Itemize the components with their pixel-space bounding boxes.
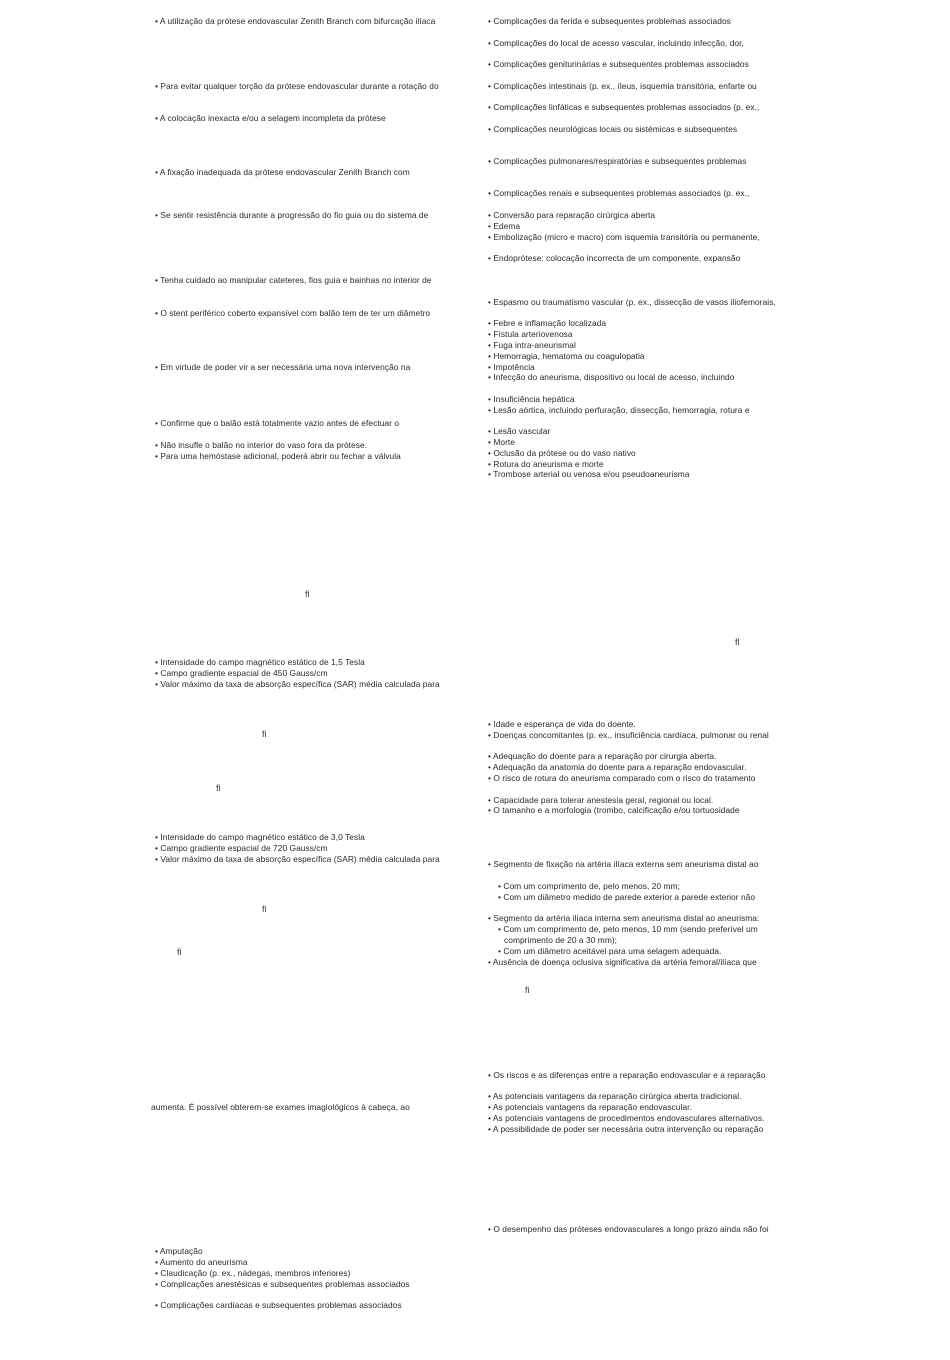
complication-item: • Complicações do local de acesso vascular, incluindo infecção, dor, xyxy=(488,38,744,48)
patient-factor-item: • Adequação da anatomia do doente para a reparação endovascular. xyxy=(488,762,747,772)
patient-factor-item: • Capacidade para tolerar anestesia geral, regional ou local. xyxy=(488,795,714,805)
anatomy-item: • Segmento da artéria ilíaca interna sem aneurisma distal ao aneurisma: xyxy=(488,913,760,923)
patient-factor-item: • O risco de rotura do aneurisma comparado com o risco do tratamento xyxy=(488,773,756,783)
warning-item: • Em virtude de poder vir a ser necessária uma nova intervenção na xyxy=(155,362,411,372)
complication-item: • Complicações pulmonares/respiratórias e subsequentes problemas xyxy=(488,156,747,166)
complication-item: • Complicações geniturinárias e subsequentes problemas associados xyxy=(488,59,749,69)
discussion-item: • As potenciais vantagens de procedimentos endovasculares alternativos. xyxy=(488,1113,765,1123)
warning-item: • Para uma hemóstase adicional, poderá abrir ou fechar a válvula xyxy=(155,451,401,461)
complication-item: • Infecção do aneurisma, dispositivo ou local de acesso, incluindo xyxy=(488,372,735,382)
complication-item: • Insuficiência hepática xyxy=(488,394,575,404)
complication-item: • Espasmo ou traumatismo vascular (p. ex., dissecção de vasos iliofemorais, xyxy=(488,297,776,307)
patient-factor-item: • Doenças concomitantes (p. ex., insuficiência cardíaca, pulmonar ou renal xyxy=(488,730,769,740)
mri-item: • Intensidade do campo magnético estático de 1,5 Tesla xyxy=(155,657,365,667)
complication-item: • Conversão para reparação cirúrgica aberta xyxy=(488,210,656,220)
anatomy-subitem-continuation: comprimento de 20 a 30 mm); xyxy=(504,935,618,945)
warning-item: • Confirme que o balão está totalmente vazio antes de efectuar o xyxy=(155,418,400,428)
warning-item: • Para evitar qualquer torção da prótese endovascular durante a rotação do xyxy=(155,81,439,91)
complication-item: • Complicações da ferida e subsequentes problemas associados xyxy=(488,16,731,26)
complication-item: • Complicações neurológicas locais ou sistémicas e subsequentes xyxy=(488,124,738,134)
complication-item: • Complicações intestinais (p. ex., íleus, isquemia transitória, enfarte ou xyxy=(488,81,757,91)
warning-item: • A colocação inexacta e/ou a selagem incompleta da prótese xyxy=(155,113,386,123)
complication-item: • Oclusão da prótese ou do vaso nativo xyxy=(488,448,636,458)
anatomy-subitem: • Com um comprimento de, pelo menos, 20 mm; xyxy=(498,881,680,891)
mri-item: • Campo gradiente espacial de 450 Gauss/cm xyxy=(155,668,328,678)
ligature-glyph: fi xyxy=(262,904,267,914)
performance-note-item: • O desempenho das próteses endovasculares a longo prazo ainda não foi xyxy=(488,1224,769,1234)
warning-item: • O stent periférico coberto expansível com balão tem de ter um diâmetro xyxy=(155,308,431,318)
ligature-glyph: fi xyxy=(525,985,530,995)
complication-item: • Complicações renais e subsequentes problemas associados (p. ex., xyxy=(488,188,750,198)
anatomy-subitem: • Com um comprimento de, pelo menos, 10 mm (sendo preferível um xyxy=(498,924,758,934)
anatomy-item: • Segmento de fixação na artéria ilíaca externa sem aneurisma distal ao xyxy=(488,859,759,869)
complication-item: • Complicações linfáticas e subsequentes problemas associados (p. ex., xyxy=(488,102,760,112)
ligature-glyph: fi xyxy=(177,947,182,957)
anatomy-item: • Ausência de doença oclusiva significativa da artéria femoral/ilíaca que xyxy=(488,957,757,967)
warning-item: • Tenha cuidado ao manipular cateteres, fios guia e bainhas no interior de xyxy=(155,275,432,285)
adverse-event-item: • Amputação xyxy=(155,1246,203,1256)
complication-item: • Embolização (micro e macro) com isquemia transitória ou permanente, xyxy=(488,232,760,242)
discussion-item: • Os riscos e as diferenças entre a reparação endovascular e a reparação xyxy=(488,1070,766,1080)
warning-item: • A fixação inadequada da prótese endovascular Zenith Branch com xyxy=(155,167,410,177)
complication-item: • Trombose arterial ou venosa e/ou pseudoaneurisma xyxy=(488,469,690,479)
patient-factor-item: • Adequação do doente para a reparação por cirurgia aberta. xyxy=(488,751,717,761)
mri-item: • Valor máximo da taxa de absorção específica (SAR) média calculada para xyxy=(155,854,440,864)
complication-item: • Fístula arteriovenosa xyxy=(488,329,573,339)
discussion-item: • A possibilidade de poder ser necessária outra intervenção ou reparação xyxy=(488,1124,764,1134)
warning-item: • Se sentir resistência durante a progressão do fio guia ou do sistema de xyxy=(155,210,429,220)
complication-item: • Febre e inflamação localizada xyxy=(488,318,607,328)
complication-item: • Endoprótese: colocação incorrecta de um componente, expansão xyxy=(488,253,741,263)
discussion-item: • As potenciais vantagens da reparação cirúrgica aberta tradicional. xyxy=(488,1091,742,1101)
complication-item: • Lesão vascular xyxy=(488,426,551,436)
ligature-glyph: fi xyxy=(262,729,267,739)
complication-item: • Rotura do aneurisma e morte xyxy=(488,459,604,469)
complication-item: • Morte xyxy=(488,437,516,447)
ligature-glyph: fl xyxy=(735,637,740,647)
complication-item: • Fuga intra-aneurismal xyxy=(488,340,576,350)
complication-item: • Edema xyxy=(488,221,521,231)
complication-item: • Impotência xyxy=(488,362,535,372)
anatomy-subitem: • Com um diâmetro aceitável para uma selagem adequada. xyxy=(498,946,722,956)
ligature-glyph: fi xyxy=(216,783,221,793)
mri-item: • Intensidade do campo magnético estático de 3,0 Tesla xyxy=(155,832,365,842)
mri-item: • Valor máximo da taxa de absorção específica (SAR) média calculada para xyxy=(155,679,440,689)
anatomy-subitem: • Com um diâmetro medido de parede exterior a parede exterior não xyxy=(498,892,756,902)
adverse-event-item: • Complicações anestésicas e subsequentes problemas associados xyxy=(155,1279,410,1289)
complication-item: • Hemorragia, hematoma ou coagulopatia xyxy=(488,351,645,361)
patient-factor-item: • Idade e esperança de vida do doente. xyxy=(488,719,636,729)
adverse-event-item: • Claudicação (p. ex., nádegas, membros inferiores) xyxy=(155,1268,351,1278)
patient-factor-item: • O tamanho e a morfologia (trombo, calcificação e/ou tortuosidade xyxy=(488,805,740,815)
body-paragraph: aumenta. É possível obterem-se exames imagiológicos à cabeça, ao xyxy=(151,1102,410,1112)
mri-item: • Campo gradiente espacial de 720 Gauss/cm xyxy=(155,843,328,853)
adverse-event-item: • Complicações cardíacas e subsequentes problemas associados xyxy=(155,1300,402,1310)
ligature-glyph: fi xyxy=(305,589,310,599)
adverse-event-item: • Aumento do aneurisma xyxy=(155,1257,248,1267)
warning-item: • A utilização da prótese endovascular Zenith Branch com bifurcação ilíaca xyxy=(155,16,436,26)
warning-item: • Não insufle o balão no interior do vaso fora da prótese. xyxy=(155,440,368,450)
discussion-item: • As potenciais vantagens da reparação endovascular. xyxy=(488,1102,692,1112)
complication-item: • Lesão aórtica, incluindo perfuração, dissecção, hemorragia, rotura e xyxy=(488,405,750,415)
